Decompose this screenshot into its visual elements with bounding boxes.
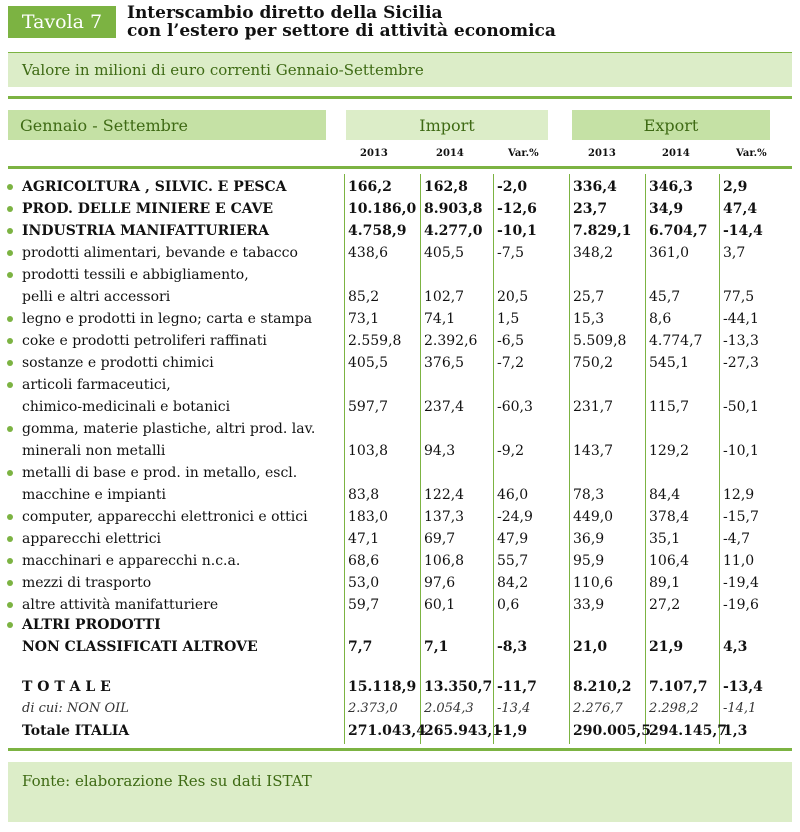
cell-value: 449,0: [573, 509, 614, 525]
cell-value: 7.107,7: [649, 679, 708, 695]
cell-value: 290.005,5: [573, 723, 651, 739]
cell-value: 13.350,7: [424, 679, 493, 695]
cell-value: 106,8: [424, 553, 465, 569]
table-row: [0, 720, 800, 742]
cell-value: 336,4: [573, 179, 617, 195]
row-label: INDUSTRIA MANIFATTURIERA: [22, 223, 269, 239]
cell-value: 115,7: [649, 399, 690, 415]
bullet-icon: [7, 470, 13, 476]
cell-value: 265.943,1: [424, 723, 502, 739]
cell-value: 1,5: [497, 311, 520, 327]
row-label: ALTRI PRODOTTI: [22, 617, 161, 633]
cell-value: 3,7: [723, 245, 746, 261]
cell-value: 4.277,0: [424, 223, 483, 239]
bullet-icon: [7, 338, 13, 344]
table-row: [0, 242, 800, 264]
row-label: articoli farmaceutici,: [22, 377, 171, 393]
cell-value: 74,1: [424, 311, 456, 327]
cell-value: 10.186,0: [348, 201, 417, 217]
cell-value: -60,3: [497, 399, 533, 415]
import-header: Import: [346, 110, 548, 140]
cell-value: 85,2: [348, 289, 380, 305]
cell-value: 597,7: [348, 399, 389, 415]
cell-value: -9,2: [497, 443, 524, 459]
cell-value: 21,9: [649, 639, 684, 655]
row-label: sostanze e prodotti chimici: [22, 355, 214, 371]
row-label: prodotti alimentari, bevande e tabacco: [22, 245, 298, 261]
cell-value: 231,7: [573, 399, 614, 415]
cell-value: 25,7: [573, 289, 605, 305]
row-label: coke e prodotti petroliferi raffinati: [22, 333, 267, 349]
table-row: [0, 550, 800, 572]
bullet-icon: [7, 184, 13, 190]
cell-value: 46,0: [497, 487, 529, 503]
subtitle-band: [8, 52, 792, 87]
cell-value: -1,9: [497, 723, 528, 739]
cell-value: 438,6: [348, 245, 389, 261]
cell-value: -8,3: [497, 639, 528, 655]
cell-value: -7,5: [497, 245, 524, 261]
cell-value: 405,5: [424, 245, 465, 261]
cell-value: 545,1: [649, 355, 690, 371]
cell-value: 7.829,1: [573, 223, 632, 239]
bullet-icon: [7, 272, 13, 278]
header-rule: [8, 166, 792, 169]
cell-value: 84,4: [649, 487, 681, 503]
cell-value: -15,7: [723, 509, 759, 525]
top-rule: [8, 96, 792, 99]
table-row: [0, 330, 800, 352]
row-label: minerali non metalli: [22, 443, 166, 459]
cell-value: 405,5: [348, 355, 389, 371]
period-header: Gennaio - Settembre: [8, 110, 326, 140]
cell-value: -19,4: [723, 575, 759, 591]
cell-value: -4,7: [723, 531, 750, 547]
bullet-icon: [7, 382, 13, 388]
cell-value: 15,3: [573, 311, 605, 327]
table-row: [0, 698, 800, 720]
row-label: chimico-medicinali e botanici: [22, 399, 231, 415]
bullet-icon: [7, 580, 13, 586]
table-row: [0, 614, 800, 636]
bullet-icon: [7, 360, 13, 366]
cell-value: 20,5: [497, 289, 529, 305]
table-row: [0, 462, 800, 484]
cell-value: -10,1: [497, 223, 537, 239]
cell-value: 73,1: [348, 311, 380, 327]
table-row: [0, 676, 800, 698]
cell-value: -13,3: [723, 333, 759, 349]
subtitle: Valore in milioni di euro correnti Gennaio-Settembre: [22, 61, 424, 79]
cell-value: 103,8: [348, 443, 389, 459]
table-row: [0, 528, 800, 550]
cell-value: 11,0: [723, 553, 755, 569]
cell-value: 1,3: [723, 723, 748, 739]
col-header-import-2013: 2013: [360, 148, 388, 159]
cell-value: 12,9: [723, 487, 755, 503]
cell-value: -11,7: [497, 679, 537, 695]
cell-value: 2.392,6: [424, 333, 478, 349]
bullet-icon: [7, 206, 13, 212]
cell-value: 89,1: [649, 575, 681, 591]
cell-value: 77,5: [723, 289, 755, 305]
row-label: apparecchi elettrici: [22, 531, 162, 547]
cell-value: -12,6: [497, 201, 537, 217]
cell-value: 8.210,2: [573, 679, 632, 695]
row-label: altre attività manifatturiere: [22, 597, 219, 613]
cell-value: 47,4: [723, 201, 758, 217]
col-header-import-2014: 2014: [436, 148, 464, 159]
col-header-export-2013: 2013: [588, 148, 616, 159]
cell-value: -10,1: [723, 443, 759, 459]
cell-value: 35,1: [649, 531, 681, 547]
cell-value: 94,3: [424, 443, 456, 459]
table-row: [0, 594, 800, 616]
row-label: pelli e altri accessori: [22, 289, 171, 305]
title-line-2: con l’estero per settore di attività economica: [127, 21, 556, 41]
cell-value: 45,7: [649, 289, 681, 305]
row-label: Totale ITALIA: [22, 723, 130, 739]
cell-value: 47,1: [348, 531, 380, 547]
bullet-icon: [7, 622, 13, 628]
row-label: PROD. DELLE MINIERE E CAVE: [22, 201, 274, 217]
table-row: [0, 418, 800, 440]
cell-value: -19,6: [723, 597, 759, 613]
cell-value: 348,2: [573, 245, 614, 261]
cell-value: 750,2: [573, 355, 614, 371]
table-row: [0, 440, 800, 462]
cell-value: -44,1: [723, 311, 759, 327]
cell-value: 166,2: [348, 179, 392, 195]
cell-value: 106,4: [649, 553, 690, 569]
bottom-rule: [8, 748, 792, 751]
cell-value: 36,9: [573, 531, 605, 547]
cell-value: 69,7: [424, 531, 456, 547]
cell-value: 5.509,8: [573, 333, 627, 349]
row-label: gomma, materie plastiche, altri prod. lav.: [22, 421, 316, 437]
cell-value: 102,7: [424, 289, 465, 305]
cell-value: 15.118,9: [348, 679, 417, 695]
cell-value: 2,9: [723, 179, 748, 195]
cell-value: 129,2: [649, 443, 690, 459]
table-row: [0, 176, 800, 198]
row-label: di cui: NON OIL: [22, 701, 129, 716]
cell-value: 23,7: [573, 201, 608, 217]
table-row: [0, 484, 800, 506]
export-header: Export: [572, 110, 770, 140]
cell-value: 84,2: [497, 575, 529, 591]
cell-value: 0,6: [497, 597, 520, 613]
col-header-import-var: Var.%: [508, 148, 539, 159]
cell-value: -2,0: [497, 179, 528, 195]
bullet-icon: [7, 514, 13, 520]
row-label: NON CLASSIFICATI ALTROVE: [22, 639, 258, 655]
cell-value: 68,6: [348, 553, 380, 569]
cell-value: 2.298,2: [649, 701, 699, 716]
table-row: [0, 506, 800, 528]
row-label: mezzi di trasporto: [22, 575, 152, 591]
table-row: [0, 286, 800, 308]
cell-value: 6.704,7: [649, 223, 708, 239]
cell-value: 143,7: [573, 443, 614, 459]
cell-value: 137,3: [424, 509, 465, 525]
table-number-tag: Tavola 7: [8, 6, 116, 38]
cell-value: -27,3: [723, 355, 759, 371]
cell-value: 110,6: [573, 575, 614, 591]
cell-value: 4.774,7: [649, 333, 703, 349]
cell-value: 2.054,3: [424, 701, 474, 716]
cell-value: 361,0: [649, 245, 690, 261]
table-row: [0, 198, 800, 220]
cell-value: 4,3: [723, 639, 748, 655]
row-label: computer, apparecchi elettronici e ottici: [22, 509, 308, 525]
cell-value: 7,1: [424, 639, 449, 655]
row-label: T O T A L E: [22, 679, 111, 695]
cell-value: 21,0: [573, 639, 608, 655]
cell-value: 4.758,9: [348, 223, 407, 239]
col-header-export-2014: 2014: [662, 148, 690, 159]
table-row: [0, 220, 800, 242]
cell-value: 7,7: [348, 639, 373, 655]
cell-value: -13,4: [723, 679, 763, 695]
cell-value: 60,1: [424, 597, 456, 613]
row-label: legno e prodotti in legno; carta e stampa: [22, 311, 313, 327]
cell-value: -50,1: [723, 399, 759, 415]
cell-value: 83,8: [348, 487, 380, 503]
row-label: macchine e impianti: [22, 487, 166, 503]
bullet-icon: [7, 602, 13, 608]
cell-value: 47,9: [497, 531, 529, 547]
cell-value: -6,5: [497, 333, 524, 349]
table-row: [0, 636, 800, 658]
cell-value: 378,4: [649, 509, 690, 525]
cell-value: 237,4: [424, 399, 465, 415]
bullet-icon: [7, 250, 13, 256]
cell-value: 78,3: [573, 487, 605, 503]
cell-value: 2.276,7: [573, 701, 623, 716]
cell-value: 55,7: [497, 553, 529, 569]
cell-value: 8.903,8: [424, 201, 483, 217]
cell-value: 376,5: [424, 355, 465, 371]
cell-value: -14,1: [723, 701, 757, 716]
row-label: metalli di base e prod. in metallo, escl.: [22, 465, 298, 481]
cell-value: 122,4: [424, 487, 465, 503]
row-label: prodotti tessili e abbigliamento,: [22, 267, 249, 283]
row-label: AGRICOLTURA , SILVIC. E PESCA: [22, 179, 287, 195]
bullet-icon: [7, 426, 13, 432]
cell-value: -14,4: [723, 223, 763, 239]
cell-value: 34,9: [649, 201, 684, 217]
bullet-icon: [7, 536, 13, 542]
table-row: [0, 264, 800, 286]
cell-value: 8,6: [649, 311, 672, 327]
row-label: macchinari e apparecchi n.c.a.: [22, 553, 241, 569]
cell-value: -24,9: [497, 509, 533, 525]
cell-value: 346,3: [649, 179, 693, 195]
cell-value: 183,0: [348, 509, 389, 525]
cell-value: 59,7: [348, 597, 380, 613]
bullet-icon: [7, 316, 13, 322]
cell-value: 162,8: [424, 179, 468, 195]
source-note: Fonte: elaborazione Res su dati ISTAT: [22, 772, 312, 790]
table-row: [0, 572, 800, 594]
table-row: [0, 352, 800, 374]
cell-value: 27,2: [649, 597, 681, 613]
table-row: [0, 374, 800, 396]
bullet-icon: [7, 558, 13, 564]
cell-value: 2.373,0: [348, 701, 398, 716]
cell-value: -7,2: [497, 355, 524, 371]
bullet-icon: [7, 228, 13, 234]
cell-value: 97,6: [424, 575, 456, 591]
cell-value: 53,0: [348, 575, 380, 591]
cell-value: 95,9: [573, 553, 605, 569]
cell-value: 294.145,7: [649, 723, 727, 739]
cell-value: 271.043,4: [348, 723, 426, 739]
cell-value: 2.559,8: [348, 333, 402, 349]
source-band: [8, 762, 792, 822]
cell-value: -13,4: [497, 701, 531, 716]
table-title: [127, 4, 556, 40]
table-row: [0, 308, 800, 330]
cell-value: 33,9: [573, 597, 605, 613]
table-row: [0, 396, 800, 418]
title-line-1: Interscambio diretto della Sicilia: [127, 3, 443, 23]
col-header-export-var: Var.%: [736, 148, 767, 159]
